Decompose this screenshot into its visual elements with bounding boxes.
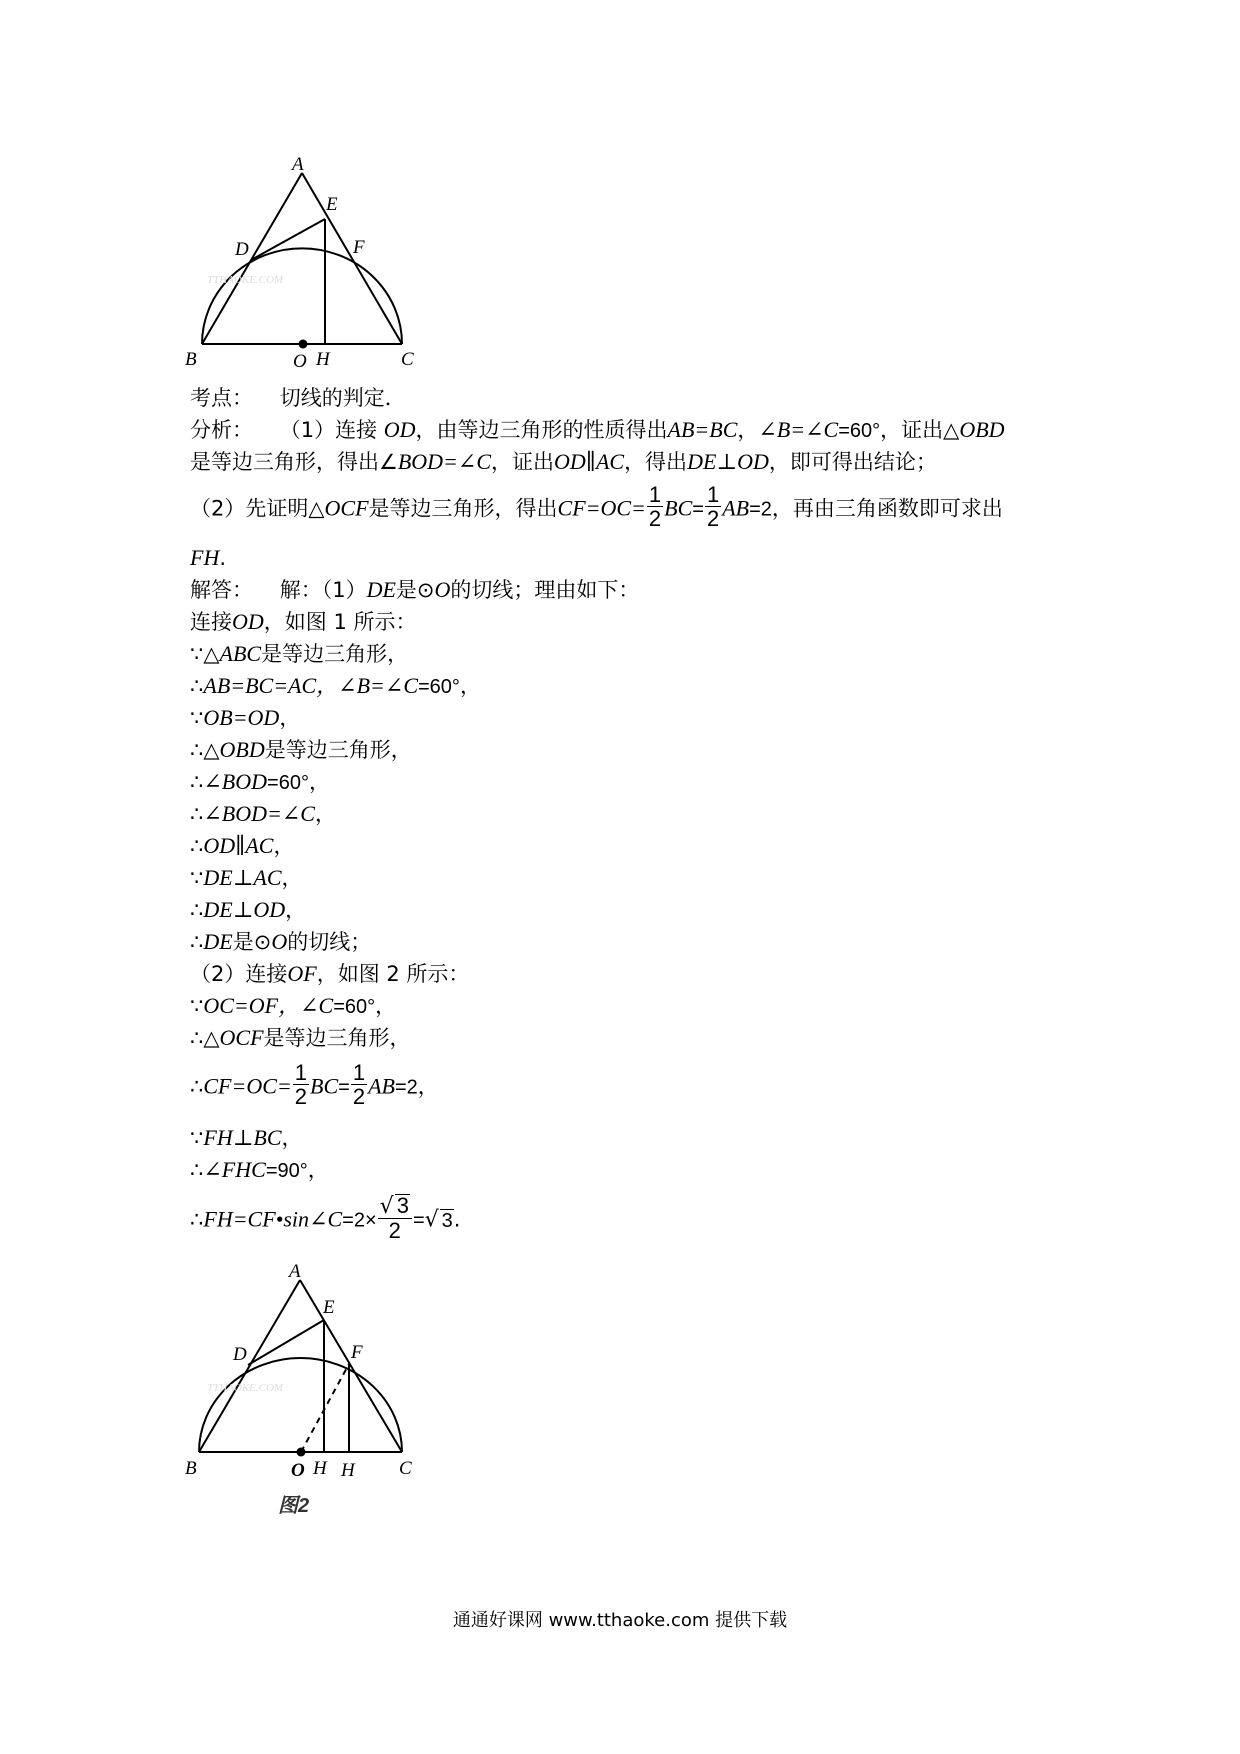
denominator: 2: [648, 506, 662, 531]
therefore-symbol: ∴: [190, 770, 204, 794]
fraction-half: [647, 484, 663, 531]
math: =: [412, 1209, 425, 1232]
text: 是等边三角形，: [264, 738, 412, 762]
text: ，: [459, 674, 481, 698]
line-12: [190, 800, 336, 828]
text: ，证出: [491, 450, 554, 474]
math: AB: [722, 495, 750, 521]
label-H-1: H: [313, 1458, 327, 1479]
segment-AB: [199, 1280, 300, 1452]
jieda-label: 解答：: [190, 578, 253, 602]
math: ，∠C: [278, 993, 334, 1018]
therefore-symbol: ∴: [190, 898, 204, 922]
math: OC=OF: [203, 993, 279, 1018]
label-D: D: [235, 239, 249, 260]
math: =60°: [267, 772, 309, 794]
because-symbol: ∵: [190, 866, 204, 890]
math: sin: [283, 1206, 310, 1232]
fraction-half: [351, 1062, 367, 1109]
figure-2: [185, 1258, 425, 1498]
math: OBD: [219, 737, 265, 762]
text: ，: [285, 898, 307, 922]
label-O: O: [293, 351, 307, 370]
text: ，: [279, 706, 301, 730]
math: FH=CF•: [203, 1206, 284, 1232]
watermark: TTHAOKE.COM: [207, 274, 284, 286]
math: =90°: [265, 1160, 308, 1182]
text: 是等边三角形，: [263, 1026, 411, 1050]
numerator: 1: [294, 1060, 307, 1085]
text: 是等边三角形，: [261, 642, 409, 666]
text: ，如图 2 所示：: [316, 962, 470, 986]
line-9: [190, 704, 300, 732]
math: =: [692, 498, 704, 521]
radical-sign: √: [379, 1194, 394, 1219]
because-symbol: ∵: [190, 642, 204, 666]
math: AB=BC: [667, 417, 738, 442]
math: ，∠B=∠C: [316, 673, 418, 698]
therefore-symbol: ∴: [190, 1207, 204, 1232]
text: ，: [417, 1074, 439, 1099]
radical-sign: √: [424, 1207, 439, 1233]
label-D: D: [233, 1344, 247, 1365]
text: ，: [308, 770, 330, 794]
math: ∠BOD: [203, 801, 268, 826]
denominator: 2: [352, 1084, 366, 1109]
math: DE⊥OD: [687, 449, 769, 474]
math: BOD=∠C: [397, 449, 491, 474]
text: （2）先证明△: [190, 496, 325, 521]
math: OB=OD: [203, 705, 280, 730]
line-18: [190, 992, 396, 1021]
math: ∠C: [309, 1206, 343, 1232]
because-symbol: ∵: [190, 994, 204, 1018]
text: ，: [375, 994, 397, 1018]
math: AB=BC=AC: [203, 673, 317, 698]
math: OD: [383, 417, 416, 442]
math: CF=OC=: [557, 495, 646, 521]
kaodian-label: 考点：: [190, 386, 253, 410]
figure-1: [185, 155, 425, 370]
line-10: [190, 736, 412, 764]
math: OD∥AC: [554, 449, 625, 474]
label-B: B: [185, 1458, 197, 1479]
math: AB: [368, 1073, 395, 1099]
label-B: B: [185, 349, 197, 370]
math: =2: [749, 498, 772, 521]
text: ，证出△: [880, 418, 960, 442]
because-symbol: ∵: [190, 706, 204, 730]
label-F: F: [353, 237, 365, 258]
text: ，如图 1 所示：: [263, 610, 417, 634]
text: 是⊙: [232, 930, 272, 954]
denominator: 2: [388, 1218, 401, 1243]
math: ∠B=∠C: [758, 417, 839, 442]
line-fenxi-3: [190, 482, 1003, 533]
label-H-2: H: [341, 1460, 355, 1481]
text: 解：（1）: [279, 578, 367, 602]
text: ，: [737, 418, 759, 442]
label-F: F: [351, 1342, 363, 1363]
label-O: O: [291, 1460, 305, 1481]
math: =60°: [333, 996, 376, 1018]
line-13: [190, 832, 294, 860]
text: 连接: [190, 610, 232, 634]
text: .: [453, 1207, 461, 1232]
figure-2-caption: 图2: [278, 1495, 310, 1517]
line-6: [190, 608, 417, 636]
math: =: [338, 1076, 350, 1099]
text: ，: [281, 1126, 303, 1150]
figure-1-svg: [185, 155, 425, 370]
fraction-half: [705, 484, 721, 531]
text: ，再由三角函数即可求出: [771, 496, 1003, 521]
radicand: 3: [396, 1193, 409, 1218]
semicircle-arc: [199, 1358, 402, 1452]
text: ，: [314, 802, 336, 826]
math: DE⊥AC: [203, 865, 282, 890]
math: =60°: [418, 676, 460, 698]
math: OF: [287, 961, 317, 986]
line-jieda: [190, 576, 639, 604]
numerator: 1: [648, 482, 662, 507]
text: 是等边三角形，得出∠: [190, 450, 398, 474]
label-H: H: [316, 349, 330, 370]
because-symbol: ∵: [190, 1126, 204, 1150]
line-20: [190, 1060, 439, 1111]
therefore-symbol: ∴: [190, 1026, 204, 1050]
math: FH: [190, 545, 220, 570]
math: BC: [310, 1073, 339, 1099]
label-C: C: [401, 349, 414, 370]
math: FH⊥BC: [203, 1125, 282, 1150]
line-19: [190, 1024, 411, 1052]
label-A: A: [292, 155, 304, 175]
line-8: [190, 672, 481, 701]
text: 的切线；: [287, 930, 372, 954]
math: =60°: [838, 420, 881, 442]
text: （2）连接: [190, 962, 288, 986]
math: OBD: [959, 417, 1005, 442]
text: （1）连接: [279, 418, 378, 442]
math: CF=OC=: [203, 1073, 292, 1099]
footer: 通通好课网 www.tthaoke.com 提供下载: [452, 1610, 788, 1631]
therefore-symbol: ∴: [190, 738, 204, 762]
text: 是⊙: [395, 578, 435, 602]
semicircle-arc: [202, 248, 402, 344]
therefore-symbol: ∴: [190, 802, 204, 826]
math: OD∥AC: [203, 833, 274, 858]
watermark: TTHAOKE.COM: [207, 1382, 284, 1394]
text: ，: [307, 1158, 329, 1182]
segment-AC: [302, 173, 402, 344]
fraction-half: [293, 1062, 309, 1109]
text: ，得出: [624, 450, 688, 474]
math: BC: [664, 495, 693, 521]
line-22: [190, 1156, 329, 1185]
text: ，由等边三角形的性质得出: [415, 418, 668, 442]
text: .: [219, 546, 227, 570]
numerator: [378, 1194, 412, 1219]
denominator: 2: [294, 1084, 307, 1109]
text: ，即可得出结论；: [768, 450, 937, 474]
fenxi-label: 分析：: [190, 418, 253, 442]
radicand: 3: [441, 1209, 453, 1232]
text: ，: [273, 834, 295, 858]
text: 是等边三角形，得出: [368, 496, 558, 521]
center-point-O: [299, 340, 308, 349]
math: ABC: [219, 641, 262, 666]
therefore-symbol: ∴: [190, 1158, 204, 1182]
therefore-symbol: ∴: [190, 1074, 204, 1099]
line-kaodian: [190, 384, 406, 412]
label-C: C: [399, 1458, 412, 1479]
label-E: E: [323, 1297, 335, 1318]
line-fenxi-1: [190, 416, 1005, 445]
text: ，: [281, 866, 303, 890]
text: △: [203, 1026, 220, 1050]
math: O: [434, 577, 451, 602]
math: =2: [394, 1076, 418, 1099]
math: ∠FHC: [203, 1157, 266, 1182]
math: =2×: [342, 1209, 377, 1232]
label-E: E: [326, 194, 338, 215]
figure-2-svg: [185, 1258, 425, 1498]
numerator: 1: [706, 482, 720, 507]
therefore-symbol: ∴: [190, 930, 204, 954]
segment-AC: [300, 1280, 402, 1452]
math: O: [271, 929, 288, 954]
text: △: [203, 642, 220, 666]
therefore-symbol: ∴: [190, 674, 204, 698]
line-16: [190, 928, 371, 956]
math: =∠C: [267, 801, 315, 826]
line-23: [190, 1193, 461, 1245]
line-7: [190, 640, 408, 668]
numerator: 1: [352, 1060, 366, 1085]
line-11: [190, 768, 330, 797]
text: 的切线；理由如下：: [450, 578, 640, 602]
fraction-sqrt3-over-2: [378, 1194, 412, 1243]
line-14: [190, 864, 303, 892]
kaodian-text: 切线的判定．: [279, 386, 406, 410]
line-21: [190, 1124, 303, 1152]
line-15: [190, 896, 306, 924]
denominator: 2: [706, 506, 720, 531]
math: ∠BOD: [203, 769, 268, 794]
text: △: [203, 738, 220, 762]
center-point-O: [297, 1448, 306, 1457]
math: DE: [366, 577, 396, 602]
math: DE⊥OD: [203, 897, 286, 922]
therefore-symbol: ∴: [190, 834, 204, 858]
math: OCF: [324, 495, 369, 521]
math: OD: [232, 609, 264, 634]
label-A: A: [289, 1261, 301, 1282]
line-17: [190, 960, 469, 988]
line-fenxi-2: [190, 448, 937, 476]
line-fenxi-4: [190, 544, 226, 572]
math: OCF: [219, 1025, 264, 1050]
math: DE: [203, 929, 233, 954]
